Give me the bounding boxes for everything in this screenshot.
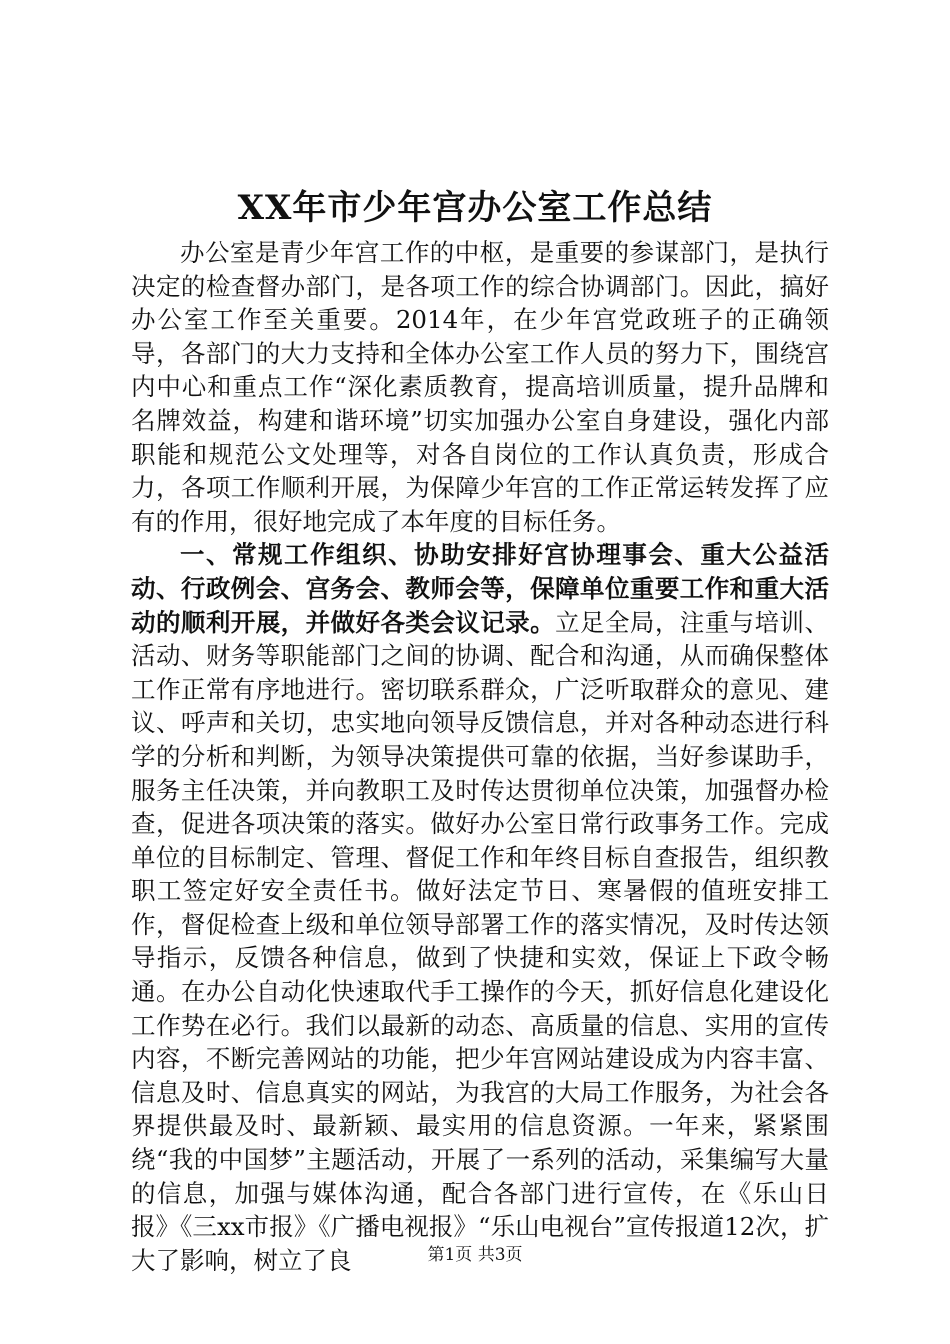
section-one-body: 立足全局，注重与培训、活动、财务等职能部门之间的协调、配合和沟通，从而确保整体工作正常有序地进行。密切联系群众，广泛听取群众的意见、建议、呼声和关切，忠实地向领导反馈信息，并对各种动态进行科学的分析和判断，为领导决策提供可靠的依据，当好参谋助手，服务主任决策，并向教职工及时传达贯彻单位决策，加强督办检查，促进各项决策的落实。做好办公室日常行政事务工作。完成单位的目标制定、管理、督促工作和年终目标自查报告，组织教职工签定好安全责任书。做好法定节日、寒暑假的值班安排工作，督促检查上级和单位领导部署工作的落实情况，及时传达领导指示，反馈各种信息，做到了快捷和实效，保证上下政令畅通。在办公自动化快速取代手工操作的今天，抓好信息化建设化工作势在必行。我们以最新的动态、高质量的信息、实用的宣传内容，不断完善网站的功能，把少年宫网站建设成为内容丰富、信息及时、信息真实的网站，为我宫的大局工作服务，为社会各界提供最及时、最新颖、最实用的信息资源。一年来，紧紧围绕“我的中国梦”主题活动，开展了一系列的活动，采集编写大量的信息，加强与媒体沟通，配合各部门进行宣传，在《乐山日报》《三xx市报》《广播电视报》“乐山电视台”宣传报道12次，扩大了影响，树立了良 bbox=[131, 607, 830, 1275]
document-title: XX年市少年宫办公室工作总结 bbox=[237, 188, 713, 228]
section-one-paragraph bbox=[131, 538, 829, 1277]
page-number-footer: 第1页 共3页 bbox=[427, 1245, 523, 1265]
section-one-heading: 一、常规工作组织、协助安排好宫协理事会、重大公益活动、行政例会、宫务会、教师会等，保障单位重要工作和重大活动的顺利开展，并做好各类会议记录。 bbox=[131, 540, 829, 637]
intro-paragraph: 办公室是青少年宫工作的中枢，是重要的参谋部门，是执行决定的检查督办部门，是各项工作的综合协调部门。因此，搞好办公室工作至关重要。2014年，在少年宫党政班子的正确领导，各部门的大力支持和全体办公室工作人员的努力下，围绕宫内中心和重点工作“深化素质教育，提高培训质量，提升品牌和名牌效益，构建和谐环境”切实加强办公室自身建设，强化内部职能和规范公文处理等，对各自岗位的工作认真负责，形成合力，各项工作顺利开展，为保障少年宫的工作正常运转发挥了应有的作用，很好地完成了本年度的目标任务。 bbox=[131, 238, 829, 536]
document-body bbox=[131, 236, 829, 1277]
